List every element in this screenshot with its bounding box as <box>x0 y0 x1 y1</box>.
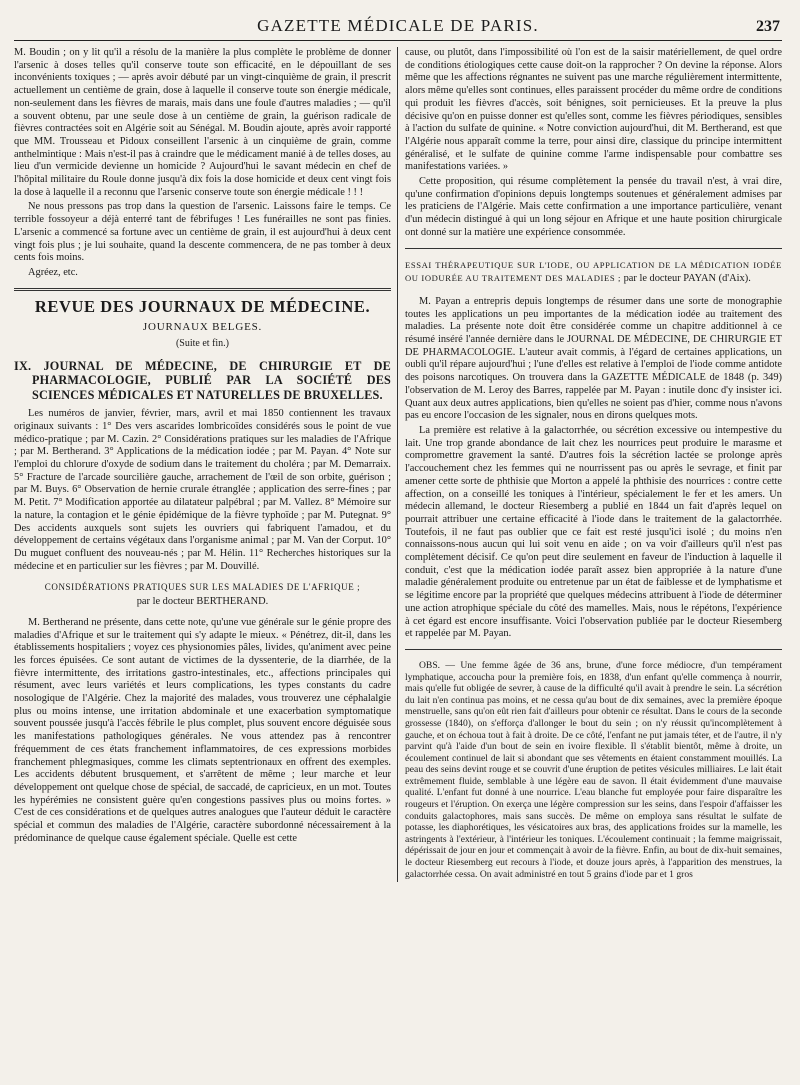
payan-paragraph-1: M. Payan a entrepris depuis longtemps de résumer dans une sorte de monographie toutes les applications un peu importantes de la médication iodée au traitement des maladies. La présente note doit être considérée comme un chapitre additionnel à ce résumé inséré l'année dernière dans le JOURNAL DE MÉDECINE, DE CHIRURGIE ET DE PHARMACOLOGIE. L'auteur avait commis, à l'égard de certaines applications, un oubli qu'il répare aujourd'hui ; l'une d'elles est relative à l'emploi de l'iode comme antidote des poisons narcotiques. On trouvera dans la GAZETTE MÉDICALE de 1848 (p. 349) l'observation de M. Leroy des Barres, rappelée par M. Payan : inutile donc d'y insister ici. Quant aux deux autres applications, bien qu'elles ne soient pas d'hier, comme nous n'avons pas eu encore l'occasion de les signaler, nous en dirons quelques mots. <box>405 295 782 422</box>
page-header <box>14 0 782 41</box>
essai-heading <box>405 259 782 286</box>
two-column-body <box>14 47 782 882</box>
revue-heading: REVUE DES JOURNAUX DE MÉDECINE. <box>34 296 371 316</box>
essai-title: ESSAI THÉRAPEUTIQUE SUR L'IODE, OU APPLICATION DE LA MÉDICATION IODÉE OU IODURÉE AU TRAITEMENT DES MALADIES ; <box>405 259 782 284</box>
considerations-byline: par le docteur BERTHERAND. <box>136 596 269 608</box>
suite-note: (Suite et fin.) <box>175 338 230 350</box>
considerations-title: CONSIDÉRATIONS PRATIQUES SUR LES MALADIES DE L'AFRIQUE ; <box>44 582 361 593</box>
observation-divider <box>405 649 782 650</box>
letter-paragraph-2: Ne nous pressons pas trop dans la question de l'arsenic. Laissons faire le temps. Ce terrible fossoyeur a déjà enterré tant de fébrifuges ! Les funérailles ne sont pas finies. L'arsenic a commencé sa fortune avec un centième de grain, il est aujourd'hui à deux cent vingt fois plus ; je lui souhaite, quand la descente commencera, de ne pas tomber à deux cents fois moins. <box>14 201 391 264</box>
right-column <box>397 47 782 882</box>
article-divider <box>405 248 782 249</box>
section-divider <box>14 288 391 291</box>
considerations-paragraph: M. Bertherand ne présente, dans cette note, qu'une vue générale sur le génie propre des maladies d'Afrique et sur le traitement qui s'y adapte le mieux. « Pénétrez, dit-il, dans les établissements hospitaliers ; voyez ces physionomies pâles, livides, qu'animent avec peine les forces épuisées. Ce sont autant de victimes de la dyssenterie, de la diarrhée, de la fièvre intermittente, des irritations gastro-intestinales, etc., affections principales qui résument, avec leurs variétés et leurs complications, les types constants du cadre nosologique de l'Algérie. Chez la majorité des malades, vous trouverez une céphalalgie plus ou moins intense, une irritation abdominale et une exacerbation symptomatique souvent poussée jusqu'à l'accès fébrile le plus complet, plus souvent encore déguisée sous les manifestations pathologiques générales. Ne vous attendez pas à rencontrer fréquemment de ces états franchement inflammatoires, de ces expressions morbides franchement phlegmasiques, comme les climats septentrionaux en offrent des exemples. Les accidents débutent brusquement, et s'arrêtent de même ; leur marche et leur développement ont quelque chose de spécial, de saccadé, de capricieux, en un mot. Toutes les hypérémies ne consistent guère qu'en congestions passives plus ou moins fortes. » C'est de ces considérations et de quelques autres analogues que l'auteur déduit le caractère spécial et commun des maladies de l'Algérie, caractère subordonné nécessairement à la prédominance de quelque cause également spéciale. Quelle est cette <box>14 616 391 844</box>
page-number: 237 <box>756 18 780 35</box>
letter-closing: Agréez, etc. <box>28 266 78 278</box>
continued-paragraph: cause, ou plutôt, dans l'impossibilité où l'on est de la saisir matériellement, de quel ordre de conditions étiologiques cette cause doit-on la rapprocher ? On devine la réponse. Alors même que les affections régnantes ne suivent pas une marche régulièrement intermittente, alors même qu'elles sont continues, elles paraissent procéder du même ordre de conditions qui produit les fièvres d'accès, soit bénignes, soit pernicieuses. Et la preuve la plus décisive qu'on en puisse donner est qu'elles sont, comme les fièvres périodiques, sensibles à l'action du sulfate de quinine. « Notre conviction aujourd'hui, dit M. Bertherand, est que l'Algérie nous apparaît comme la terre, pour ainsi dire, classique du principe intermittent généralisé, et le sulfate de quinine comme l'arme indispensable pour combattre ses manifestations variées. » <box>405 47 782 173</box>
journal-contents-paragraph: Les numéros de janvier, février, mars, avril et mai 1850 contiennent les travaux originaux suivants : 1° Des vers ascarides lombricoïdes considérés sous le point de vue médico-pratique ; par M. Cazin. 2° Considérations pratiques sur les maladies de l'Afrique ; par M. Bertherand. 3° Applications de la médication iodée ; par M. Payan. 4° Note sur l'emploi du chlorure d'oxyde de sodium dans le traitement du choléra ; par M. Demarraix. 5° Fracture de l'arcade sourcilière gauche, arrachement de l'œil de son orbite, guérison ; par M. Buys. 6° Observation de hernie crurale étranglée ; application des serre-fines ; par M. Petit. 7° Modification apportée au dilatateur palpébral ; par M. Vallez. 8° Mémoire sur la nature, la contagion et le génie épidémique de la fièvre typhoïde ; par M. Putegnat. 9° Des accidents auxquels sont sujets les ouvriers qui fabriquent l'amadou, et du développement de certains végétaux dans l'organisme animal ; par M. Van der Corput. 10° Du muguet confluent des nouveau-nés ; par M. Hélin. 11° Recherches historiques sur la médecine et en particulier sur les fièvres ; par M. Douvillé. <box>14 408 391 572</box>
payan-paragraph-2: La première est relative à la galactorrhée, ou sécrétion excessive ou intempestive du lait. Une trop grande abondance de lait chez les nourrices peut produire le marasme et compromettre gravement la santé. D'autres fois la sécrétion lactée se prolonge après l'accouchement chez les femmes qui ne nourrissent pas ou après le sevrage, et finit par amener cette sorte de phthisie que Morton a appelé la phthisie des nourrices : contre cette affection, on a conseillé les toniques à l'intérieur, spécialement le fer et les amers. Un médecin allemand, le docteur Riesemberg a publié en 1844 un fait d'après lequel on pourrait attribuer une certaine efficacité à l'iode dans le traitement de la galactorrhée. Toutefois, il ne faut pas oublier que ce fait est resté jusqu'ici isolé ; du moins n'en connaissons-nous aucun qui lui soit venu en aide ; on va voir d'ailleurs qu'il n'est pas complètement décisif. Ce qu'on peut dire seulement en faveur de l'induction à laquelle il conduit, c'est que la médication iodée paraît assez bien appropriée à la nature d'une maladie généralement produite ou entretenue par un état de faiblesse et de lymphatisme et se légitime encore par la propriété que quelques médecins attribuent à l'iode de déterminer une action atrophique spéciale du côté des mamelles. Mais, nous le répétons, l'expérience à cet égard est encore insuffisante. Voici l'observation publiée par le docteur Riesemberg et rappelée par M. Payan. <box>405 424 782 640</box>
journaux-subheading: JOURNAUX BELGES. <box>142 321 263 334</box>
letter-paragraph-1: M. Boudin ; on y lit qu'il a résolu de la manière la plus complète le problème de donner l'arsenic à doses telles qu'il conserve toute son efficacité, en le dépouillant de ses inconvénients toxiques ; — après avoir débuté par un vingt-cinquième de grain, il prescrit actuellement un centième de grain, dose à laquelle il conserve toute son énergie médicale, non-seulement dans les fièvres de marais, mais dans une foule d'autres maladies ; — qu'il a souvent obtenu, par une seule dose à un centième de grain, la guérison radicale de fièvres contractées soit en Algérie soit au Sénégal. M. Boudin ajoute, après avoir rapporté que MM. Trousseau et Pidoux conseillent l'arsenic à un cinquième de grain, comme anthelmintique : Mais n'est-il pas à craindre que le médicament manié à de telles doses, au lieu d'un vermicide devienne un homicide ? Aujourd'hui le savant médecin en chef de l'hôpital militaire du Roule donne jusqu'à dix fois la dose homicide et deux cent vingt fois la dose à laquelle il a reconnu que l'arsenic conserve toute son énergie médicale ! ! ! <box>14 47 391 198</box>
essai-byline: par le docteur PAYAN (d'Aix). <box>623 273 751 285</box>
left-column <box>14 47 397 882</box>
observation-paragraph: OBS. — Une femme âgée de 36 ans, brune, d'une force médiocre, d'un tempérament lymphatique, accoucha pour la première fois, en 1838, d'un enfant qu'elle commença à nourrir, mais qu'elle fut obligée de sevrer, à cause de la difficulté qu'il avait à prendre le sein. La sécrétion du lait n'en continua pas moins, et ne cessa qu'au bout de dix semaines, avec la première époque menstruelle, sans qu'on eût rien fait d'ailleurs pour obtenir ce résultat. Dans le cours de la seconde grossesse (1840), on s'efforça d'allonger le bout du sein ; on n'y réussit qu'incomplètement à gauche, et on échoua tout à fait à droite. De ce côté, l'enfant ne put jamais téter, et de l'autre, il n'y parvint qu'à l'aide d'un bout de sein en ivoire flexible. Il s'établit bientôt, même à droite, un écoulement continuel de lait si abondant que ses vêtements en étaient constamment mouillés. La peau des seins devint rouge et se couvrit d'une éruption de petites vésicules milliaires. Le lait était extrêmement fluide, semblable à une légère eau de savon. Il était évidemment d'une mauvaise qualité. L'enfant fut donné à une nourrice. L'eau blanche fut employée pour faire disparaître les rougeurs et l'éruption. On exerça une légère compression sur les seins, dans l'espoir d'affaisser les conduits galactophores, mais sans succès. De même on employa sans résultat le sulfate de potasse, les diaphorétiques, les vésicatoires aux bras, des applications froides sur la mamelle, les astringents à l'extérieur, à l'intérieur les toniques. L'écoulement continuait ; la femme maigrissait, dépérissait de jour en jour et commençait à avoir de la fièvre. Enfin, au bout de dix-huit semaines, le docteur Riesemberg eut recours à l'iode, et douze jours après, à l'apparition des menstrues, la galactorrhée cessa. On avait administré en tout 5 grains d'iode par et 1 gros <box>405 659 782 880</box>
journal-title: GAZETTE MÉDICALE DE PARIS. <box>257 16 539 35</box>
proposition-paragraph: Cette proposition, qui résume complètement la pensée du travail n'est, à vrai dire, qu'une confirmation d'opinions depuis longtemps soutenues et généralement admises par les praticiens de l'Algérie. Mais cette confirmation a une importance particulière, venant d'un médecin distingué à qui un long séjour en Afrique et une haute position chirurgicale ont donné sur la matière une expérience consommée. <box>405 176 782 238</box>
journal-section-title: IX. JOURNAL DE MÉDECINE, DE CHIRURGIE ET DE PHARMACOLOGIE, PUBLIÉ PAR LA SOCIÉTÉ DES SCIENCES MÉDICALES ET NATURELLES DE BRUXELLES. <box>14 358 391 402</box>
